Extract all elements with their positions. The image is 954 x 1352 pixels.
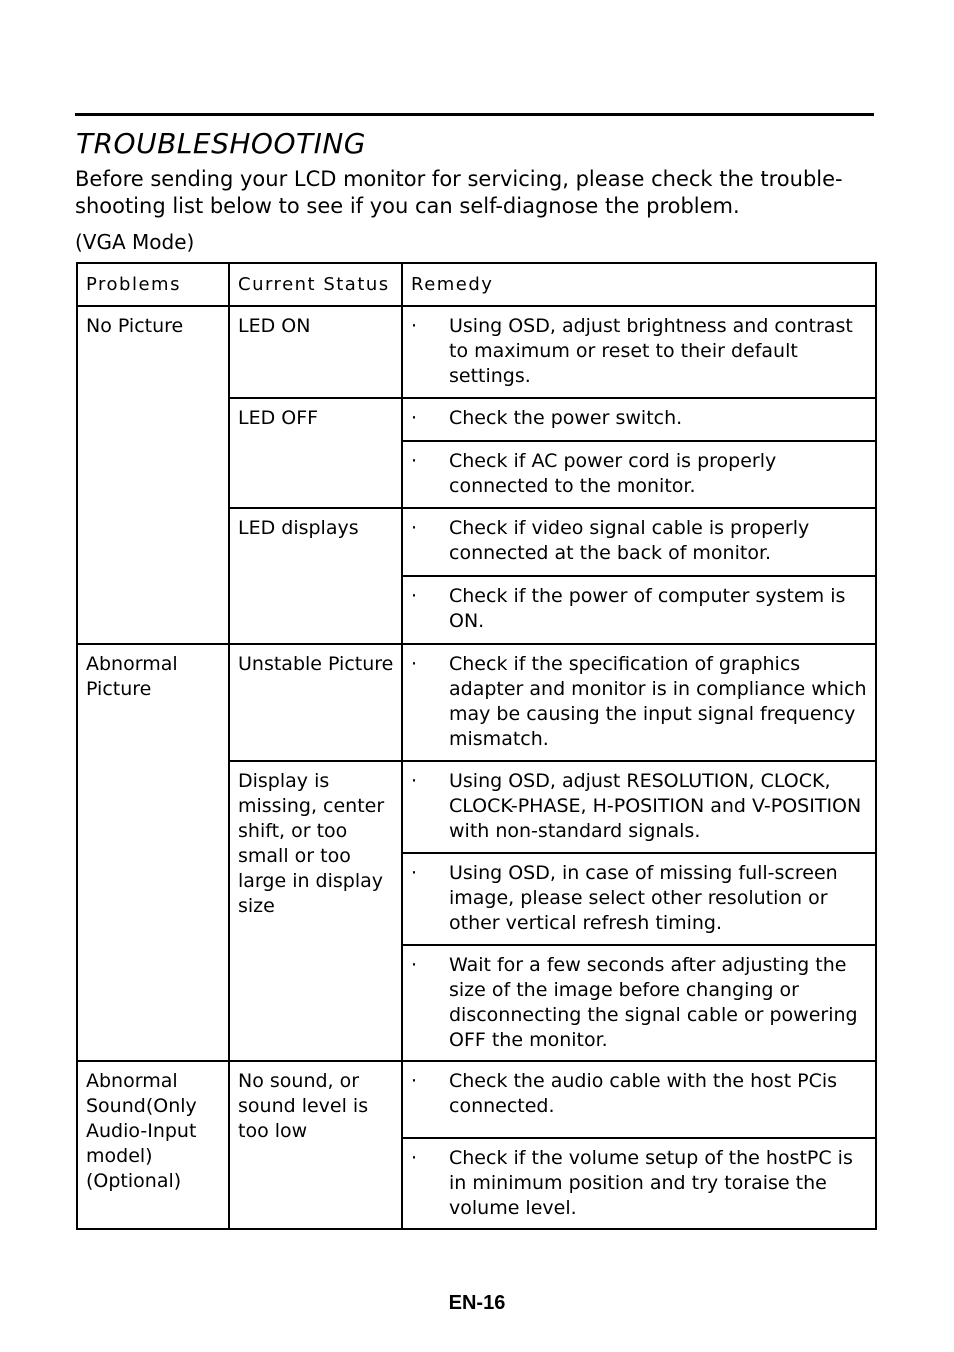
remedy-cell — [402, 853, 876, 945]
remedy-cell — [402, 1138, 876, 1229]
status-cell: Unstable Picture — [229, 644, 402, 761]
top-rule — [75, 113, 874, 116]
mode-label: (VGA Mode) — [75, 230, 195, 254]
problem-cell: No Picture — [77, 306, 229, 644]
section-title: TROUBLESHOOTING — [76, 127, 367, 160]
remedy-cell — [402, 306, 876, 398]
bullet-icon: · — [411, 954, 418, 976]
remedy-cell — [402, 1061, 876, 1138]
table-header-row — [77, 263, 876, 306]
remedy-cell — [402, 945, 876, 1061]
header-current-status: Current Status — [229, 263, 402, 306]
intro-paragraph: Before sending your LCD monitor for servicing, please check the trouble-shooting list below to see if you can self-diagnose the problem. — [75, 167, 843, 218]
table-row — [77, 1061, 876, 1138]
remedy-text: Check if the volume setup of the hostPC is in minimum position and try toraise the volume level. — [449, 1147, 853, 1219]
remedy-text: Wait for a few seconds after adjusting the size of the image before changing or disconnecting the signal cable or powering OFF the monitor. — [449, 954, 858, 1051]
table-row — [77, 644, 876, 761]
status-cell: Display is missing, center shift, or too small or too large in display size — [229, 761, 402, 1061]
remedy-text: Using OSD, adjust RESOLUTION, CLOCK, CLOCK-PHASE, H-POSITION and V-POSITION with non-standard signals. — [449, 770, 862, 842]
remedy-cell — [402, 576, 876, 644]
bullet-icon: · — [411, 653, 418, 675]
remedy-text: Check if video signal cable is properly connected at the back of monitor. — [449, 517, 810, 564]
table-row — [77, 306, 876, 398]
bullet-icon: · — [411, 862, 418, 884]
remedy-text: Check if the power of computer system is ON. — [449, 585, 846, 632]
remedy-cell — [402, 508, 876, 576]
remedy-cell — [402, 761, 876, 853]
bullet-icon: · — [411, 517, 418, 539]
remedy-text: Check the power switch. — [449, 407, 683, 429]
bullet-icon: · — [411, 407, 418, 429]
status-cell: LED displays — [229, 508, 402, 644]
problem-cell: Abnormal Sound(Only Audio-Input model) (Optional) — [77, 1061, 229, 1229]
bullet-icon: · — [411, 1147, 418, 1169]
problem-cell: Abnormal Picture — [77, 644, 229, 1061]
remedy-text: Check the audio cable with the host PCis connected. — [449, 1070, 838, 1117]
remedy-text: Using OSD, in case of missing full-screen image, please select other resolution or other vertical refresh timing. — [449, 862, 838, 934]
status-cell: LED ON — [229, 306, 402, 398]
remedy-cell — [402, 441, 876, 508]
remedy-text: Using OSD, adjust brightness and contrast to maximum or reset to their default settings. — [449, 315, 853, 387]
bullet-icon: · — [411, 1070, 418, 1092]
status-cell: LED OFF — [229, 398, 402, 508]
remedy-cell — [402, 644, 876, 761]
header-problems: Problems — [77, 263, 229, 306]
status-cell: No sound, or sound level is too low — [229, 1061, 402, 1229]
remedy-text: Check if the specification of graphics adapter and monitor is in compliance which may be causing the input signal frequency mismatch. — [449, 653, 867, 750]
bullet-icon: · — [411, 315, 418, 337]
bullet-icon: · — [411, 585, 418, 607]
bullet-icon: · — [411, 770, 418, 792]
remedy-text: Check if AC power cord is properly connected to the monitor. — [449, 450, 777, 497]
troubleshooting-table — [76, 262, 877, 1230]
bullet-icon: · — [411, 450, 418, 472]
remedy-cell — [402, 398, 876, 441]
header-remedy: Remedy — [402, 263, 876, 306]
page-number: EN-16 — [448, 1292, 506, 1314]
